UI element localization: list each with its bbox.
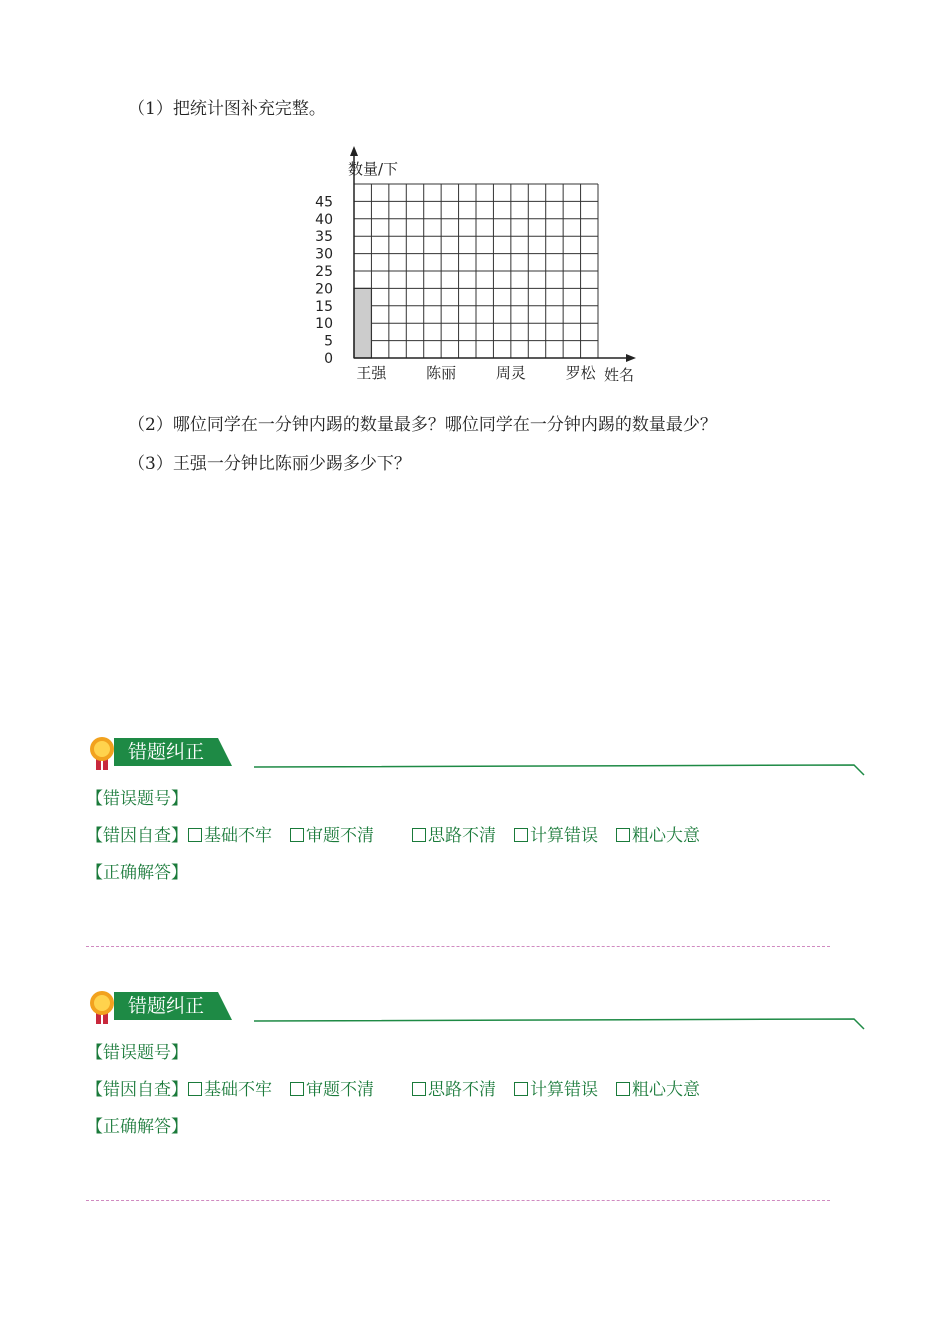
question-3: （3）王强一分钟比陈丽少踢多少下？ (128, 454, 411, 474)
section-header (86, 732, 866, 782)
option-careless[interactable]: 粗心大意 (616, 1079, 700, 1101)
checkbox-icon[interactable] (290, 828, 304, 842)
y-tick-label: 35 (315, 229, 333, 246)
y-tick-label: 10 (315, 316, 333, 333)
checkbox-icon[interactable] (514, 828, 528, 842)
x-axis-label: 姓名 (604, 366, 635, 384)
y-tick-label: 45 (315, 194, 333, 211)
cause-label: 【错因自查】 (86, 1080, 188, 1100)
wrong-number-label: 【错误题号】 (86, 1043, 188, 1063)
y-tick-label: 20 (315, 281, 333, 298)
chart-grid (354, 184, 598, 358)
option-reading[interactable]: 审题不清 (290, 825, 374, 847)
bar-chart (300, 140, 650, 390)
y-axis-label: 数量/下 (348, 160, 399, 178)
medal-icon (88, 988, 118, 1028)
category-label: 罗松 (565, 364, 596, 382)
question-2: （2）哪位同学在一分钟内踢的数量最多？哪位同学在一分钟内踢的数量最少？ (128, 415, 717, 435)
correction-section-2 (86, 986, 866, 1186)
section-header (86, 986, 866, 1036)
option-foundation[interactable]: 基础不牢 (188, 1079, 272, 1101)
dashed-divider (86, 946, 830, 947)
checkbox-icon[interactable] (616, 1082, 630, 1096)
wrong-number-label: 【错误题号】 (86, 789, 188, 809)
y-tick-label: 30 (315, 246, 333, 263)
category-label: 王强 (356, 364, 387, 382)
section-title: 错题纠正 (128, 741, 205, 763)
correction-section-1 (86, 732, 866, 932)
checkbox-icon[interactable] (412, 1082, 426, 1096)
category-label: 周灵 (495, 364, 526, 382)
checkbox-icon[interactable] (514, 1082, 528, 1096)
chart-categories (356, 364, 596, 382)
cause-row (86, 825, 718, 847)
section-title: 错题纠正 (128, 995, 205, 1017)
y-tick-label: 15 (315, 298, 333, 315)
option-reading[interactable]: 审题不清 (290, 1079, 374, 1101)
option-thinking[interactable]: 思路不清 (412, 1079, 496, 1101)
y-tick-label: 40 (315, 211, 333, 228)
option-careless[interactable]: 粗心大意 (616, 825, 700, 847)
option-calculation[interactable]: 计算错误 (514, 825, 598, 847)
bar-0 (354, 288, 371, 358)
x-axis-arrow-icon (626, 354, 636, 362)
checkbox-icon[interactable] (290, 1082, 304, 1096)
y-axis-arrow-icon (350, 146, 358, 156)
y-tick-label: 25 (315, 264, 333, 280)
option-calculation[interactable]: 计算错误 (514, 1079, 598, 1101)
chart-ticks (315, 194, 333, 367)
answer-label: 【正确解答】 (86, 1117, 188, 1137)
option-thinking[interactable]: 思路不清 (412, 825, 496, 847)
checkbox-icon[interactable] (188, 1082, 202, 1096)
category-label: 陈丽 (426, 364, 457, 382)
y-tick-label: 0 (324, 351, 333, 367)
answer-label: 【正确解答】 (86, 863, 188, 883)
header-rule (254, 758, 866, 778)
chart-bars (354, 288, 371, 358)
y-tick-label: 5 (324, 333, 333, 350)
medal-icon (88, 734, 118, 774)
checkbox-icon[interactable] (616, 828, 630, 842)
checkbox-icon[interactable] (412, 828, 426, 842)
dashed-divider (86, 1200, 830, 1201)
cause-label: 【错因自查】 (86, 826, 188, 846)
option-foundation[interactable]: 基础不牢 (188, 825, 272, 847)
question-1: （1）把统计图补充完整。 (128, 99, 326, 119)
cause-row (86, 1079, 718, 1101)
header-rule (254, 1012, 866, 1032)
checkbox-icon[interactable] (188, 828, 202, 842)
